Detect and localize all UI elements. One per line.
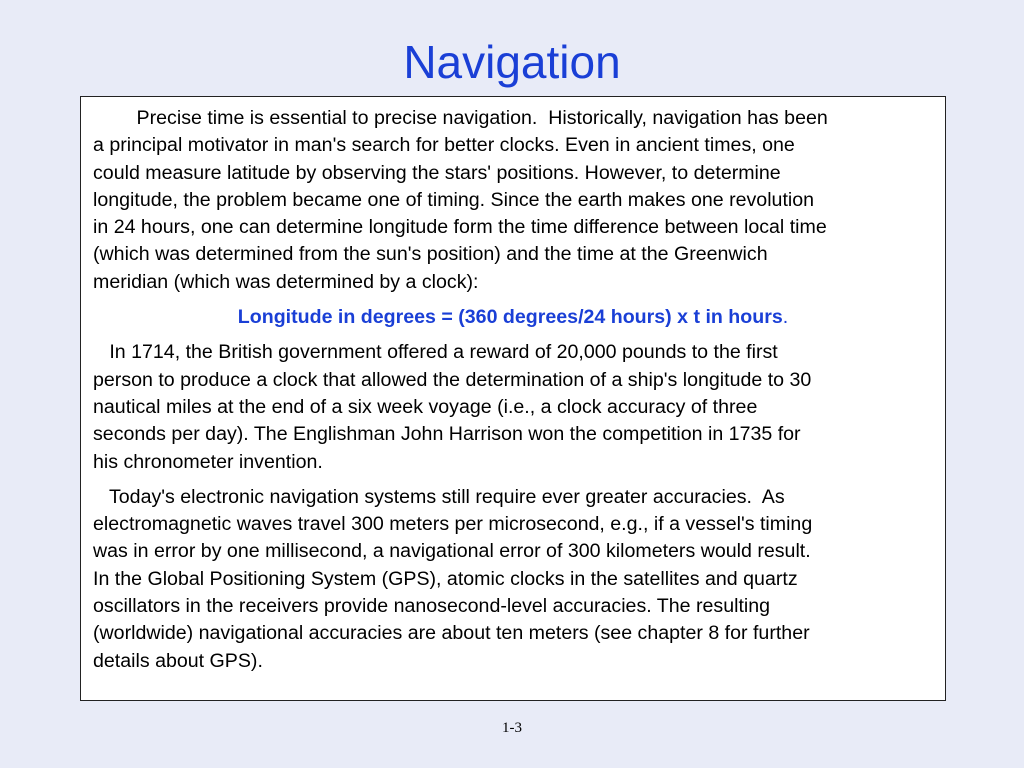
paragraph-spacer	[93, 331, 945, 339]
text-line: nautical miles at the end of a six week voyage (i.e., a clock accuracy of three	[93, 395, 758, 418]
paragraph-spacer	[93, 296, 945, 304]
text-line: a principal motivator in man's search for better clocks. Even in ancient times, one	[93, 134, 795, 157]
slide-title: Navigation	[403, 36, 621, 88]
text-line: his chronometer invention.	[93, 450, 323, 473]
formula-text: Longitude in degrees = (360 degrees/24 hours) x t in hours	[237, 306, 783, 329]
text-line: Precise time is essential to precise navigation. Historically, navigation has been	[93, 107, 828, 129]
text-line: details about GPS).	[93, 649, 263, 672]
longitude-formula	[93, 304, 945, 331]
page-number: 1-3	[502, 720, 522, 736]
text-line: In 1714, the British government offered a reward of 20,000 pounds to the first	[93, 341, 778, 364]
text-box	[80, 96, 946, 701]
paragraph-precise-time	[93, 105, 945, 296]
formula-period: .	[782, 306, 789, 329]
text-line: was in error by one millisecond, a navigational error of 300 kilometers would result.	[93, 540, 811, 563]
paragraph-spacer	[93, 476, 945, 484]
text-line: In the Global Positioning System (GPS), atomic clocks in the satellites and quartz	[93, 567, 798, 590]
text-line: seconds per day). The Englishman John Harrison won the competition in 1735 for	[93, 423, 801, 446]
text-line: in 24 hours, one can determine longitude form the time difference between local time	[93, 216, 827, 239]
paragraph-harrison	[93, 339, 945, 475]
text-line: longitude, the problem became one of timing. Since the earth makes one revolution	[93, 188, 815, 211]
text-line: person to produce a clock that allowed the determination of a ship's longitude to 30	[93, 368, 812, 391]
paragraph-gps	[93, 484, 945, 675]
text-line: meridian (which was determined by a clock):	[93, 270, 479, 293]
text-line: (which was determined from the sun's position) and the time at the Greenwich	[93, 243, 768, 266]
text-line: Today's electronic navigation systems still require ever greater accuracies. As	[93, 485, 785, 508]
text-line: oscillators in the receivers provide nanosecond-level accuracies. The resulting	[93, 595, 771, 618]
text-line: could measure latitude by observing the stars' positions. However, to determine	[93, 161, 781, 184]
text-line: (worldwide) navigational accuracies are about ten meters (see chapter 8 for further	[93, 622, 810, 645]
text-line: electromagnetic waves travel 300 meters per microsecond, e.g., if a vessel's timing	[93, 513, 813, 536]
